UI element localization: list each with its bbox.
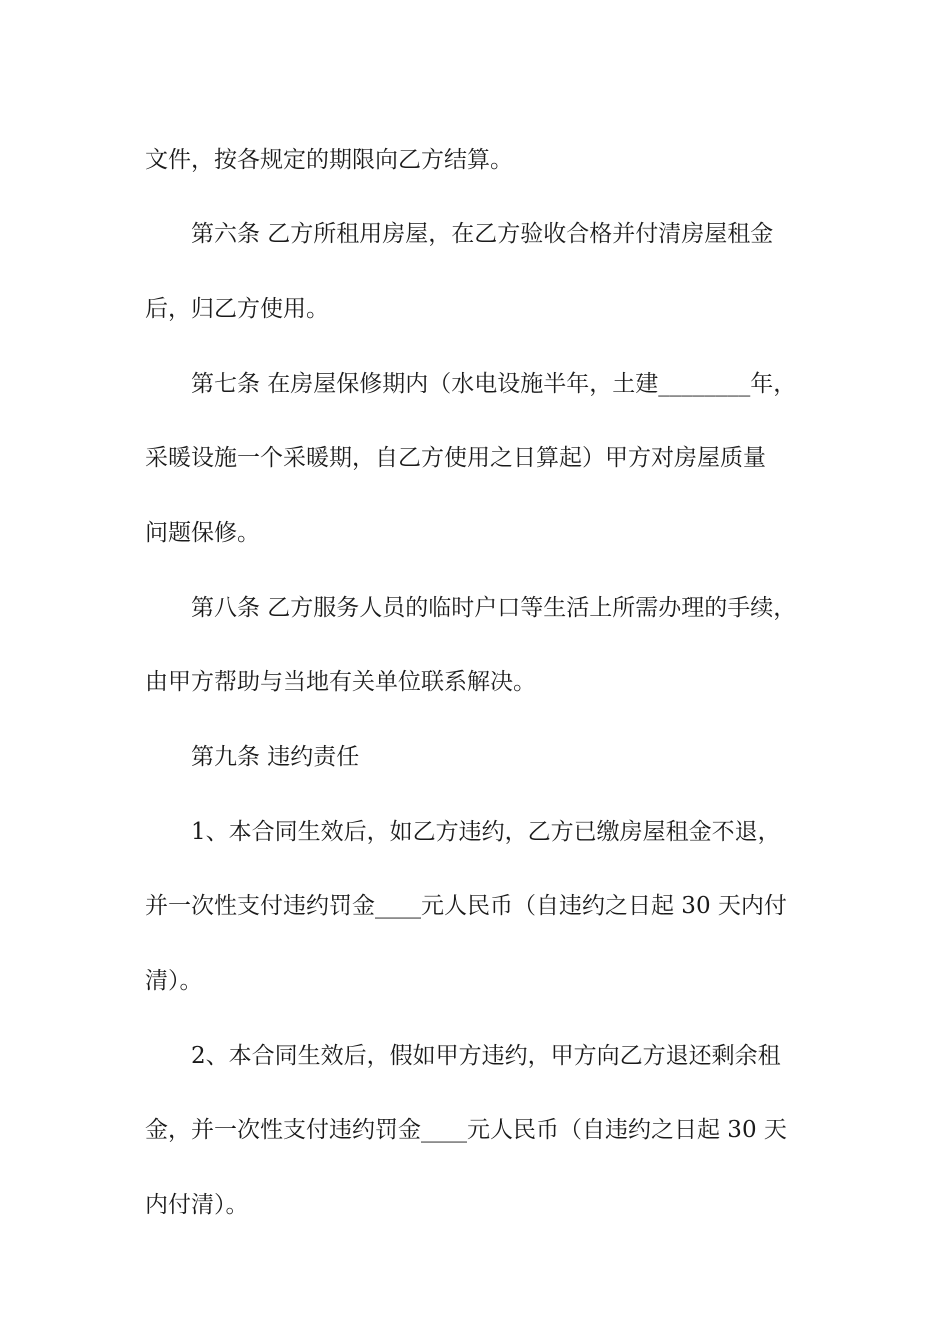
article-9-heading: 第九条 违约责任: [191, 744, 360, 770]
text-line: 文件，按各规定的期限向乙方结算。: [145, 146, 513, 173]
text-line: 并一次性支付违约罚金____元人民币（自违约之日起 30 天内付: [145, 893, 787, 920]
text-line: 采暖设施一个采暖期，自乙方使用之日算起）甲方对房屋质量: [145, 445, 766, 472]
article-6-line: 第六条 乙方所租用房屋，在乙方验收合格并付清房屋租金: [191, 221, 774, 248]
text-line: 金，并一次性支付违约罚金____元人民币（自违约之日起 30 天: [145, 1117, 787, 1144]
text-line: 问题保修。: [145, 519, 260, 546]
article-8-line: 第八条 乙方服务人员的临时户口等生活上所需办理的手续，: [191, 594, 797, 621]
clause-1-line: 1、本合同生效后，如乙方违约，乙方已缴房屋租金不退，: [191, 818, 781, 845]
document-body: [145, 122, 810, 1242]
clause-2-line: 2、本合同生效后，假如甲方违约，甲方向乙方退还剩余租: [191, 1042, 781, 1069]
text-line: 后，归乙方使用。: [145, 295, 329, 322]
text-line: 清）。: [145, 968, 203, 995]
text-line: 内付清）。: [145, 1192, 249, 1219]
article-7-line: 第七条 在房屋保修期内（水电设施半年，土建________年，: [191, 370, 797, 397]
text-line: 由甲方帮助与当地有关单位联系解决。: [145, 669, 536, 696]
